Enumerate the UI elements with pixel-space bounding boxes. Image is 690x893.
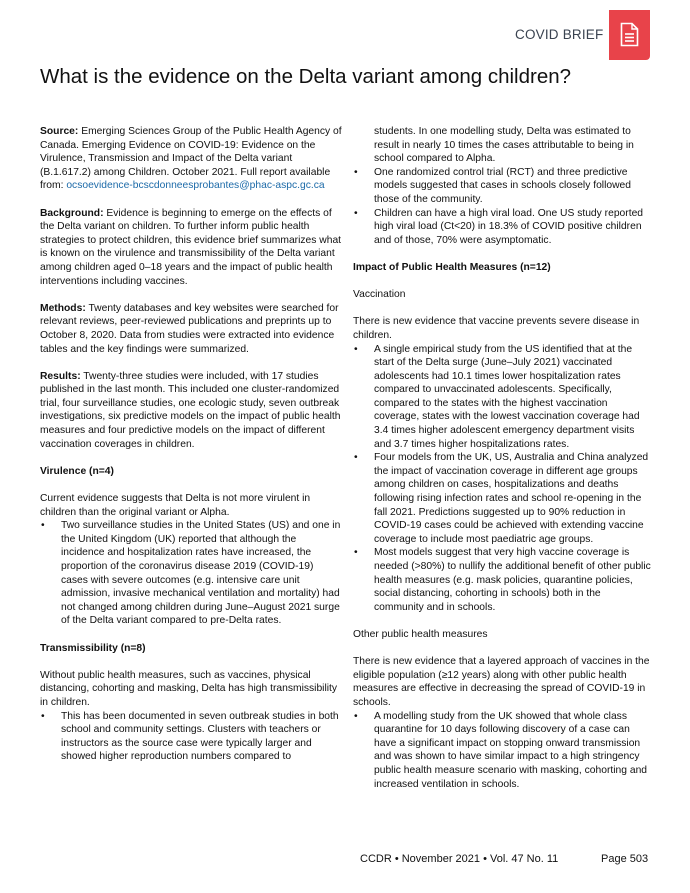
- methods-label: Methods:: [40, 302, 86, 314]
- source-text: Emerging Sciences Group of the Public Health Agency of Canada. Emerging Evidence on COVID-19: Evidence on the Virulence, Transmission and Impact of the Delta variant (B.1.617.2) among Children. October 2021. Full report available from:: [40, 126, 342, 192]
- other-measures-list: [353, 710, 653, 792]
- right-column: [353, 125, 653, 805]
- results-text: Twenty-three studies were included, with 17 studies published in the last month. This included one cluster-randomized trial, four surveillance studies, one ecologic study, seven outbreak investigations, six predictive models on the impact of public health measures and four predictive models on the impact of different vaccination coverages in children.: [40, 370, 341, 450]
- document-icon: [609, 10, 650, 60]
- footer-journal-info: CCDR • November 2021 • Vol. 47 No. 11: [360, 853, 559, 865]
- background-label: Background:: [40, 207, 104, 219]
- methods-text: Twenty databases and key websites were searched for relevant reviews, peer-reviewed publications and preprints up to October 8, 2020. Data from studies were extracted into evidence tables and the key findings were summarized.: [40, 302, 339, 355]
- transmissibility-list-continued: [353, 166, 653, 248]
- list-item: • Four models from the UK, US, Australia and China analyzed the impact of vaccination coverage in different age groups among children on cases, hospitalizations and deaths following rising infection rates and school re-opening in the fall 2021. Predictions suggested up to 90% reduction in COVID-19 cases could be achieved with extending vaccine coverage to include most paediatric age groups.: [353, 451, 653, 546]
- list-item: • Children can have a high viral load. One US study reported high viral load (Ct<20) in 18.3% of COVID positive children and of those, 70% were asymptomatic.: [353, 207, 653, 248]
- source-paragraph: [40, 125, 342, 193]
- results-paragraph: [40, 370, 342, 452]
- brief-label: COVID BRIEF: [515, 27, 604, 42]
- list-item: • Most models suggest that very high vaccine coverage is needed (>80%) to nullify the additional benefit of other public health measures (e.g. mask policies, quarantine policies, social distancing, cohorting in schools) both in the community and in schools.: [353, 546, 653, 614]
- page-title: What is the evidence on the Delta variant among children?: [40, 65, 572, 88]
- left-column: [40, 125, 342, 778]
- list-item: • A single empirical study from the US identified that at the start of the Delta surge (June–July 2021) vaccinated adolescents had 10.1 times lower hospitalization rates compared to unvaccinated adolescents. Specifically, compared to the states with the highest vaccination coverage, states with the lowest vaccination coverage had 3.4 times higher adolescent emergency department visits and 3.7 times higher hospitalizations rates.: [353, 343, 653, 452]
- background-paragraph: [40, 207, 342, 289]
- list-item: • A modelling study from the UK showed that whole class quarantine for 10 days following discovery of a case can have a significant impact on stopping onward transmission and was shown to have similar impact to a high stringency public health measure scenario with masking, cohorting and increased ventilation in schools.: [353, 710, 653, 792]
- transmissibility-bullet-continued: students. In one modelling study, Delta was estimated to result in nearly 10 times the cases attributable to being in school compared to Alpha.: [374, 126, 634, 165]
- results-label: Results:: [40, 370, 81, 382]
- other-measures-intro: There is new evidence that a layered approach of vaccines in the eligible population (≥12 years) along with other public health measures are effective in decreasing the spread of COVID-19 in schools.: [353, 656, 650, 708]
- list-item: • One randomized control trial (RCT) and three predictive models suggested that cases in schools closely followed those of the community.: [353, 166, 653, 207]
- vaccination-intro: There is new evidence that vaccine prevents severe disease in children.: [353, 316, 640, 341]
- methods-paragraph: [40, 302, 342, 356]
- vaccination-subheading: Vaccination: [353, 289, 406, 301]
- impact-heading: Impact of Public Health Measures (n=12): [353, 261, 551, 273]
- list-item: • Two surveillance studies in the United States (US) and one in the United Kingdom (UK) reported that although the incidence and hospitalization rates have increased, the proportion of the coronavirus disease 2019 (COVID-19) cases with severe outcomes (e.g. intensive care unit admission, invasive mechanical ventilation and mortality) had not changed among children during June–August 2021 surge of the Delta variant compared to pre-Delta rates.: [40, 519, 342, 628]
- source-label: Source:: [40, 126, 79, 137]
- transmissibility-heading: Transmissibility (n=8): [40, 642, 146, 654]
- virulence-intro: Current evidence suggests that Delta is not more virulent in children than the original variant or Alpha.: [40, 493, 311, 518]
- vaccination-list: [353, 343, 653, 615]
- virulence-heading: Virulence (n=4): [40, 465, 114, 477]
- list-item: • This has been documented in seven outbreak studies in both school and community settings. Clusters with teachers or instructors as the source case were typically larger and showed higher reproduction numbers compared to: [40, 710, 342, 764]
- footer-page-number: Page 503: [601, 853, 649, 865]
- other-measures-subheading: Other public health measures: [353, 628, 488, 640]
- background-text: Evidence is beginning to emerge on the effects of the Delta variant on children. To further inform public health strategies to protect children, this evidence brief summarizes what is known on the virulence and transmissibility of the Delta variant among children aged 0–18 years and the impact of public health interventions including vaccines.: [40, 207, 342, 287]
- virulence-list: [40, 519, 342, 628]
- transmissibility-list: [40, 710, 342, 764]
- transmissibility-intro: Without public health measures, such as vaccines, physical distancing, cohorting and masking, Delta has high transmissibility in children.: [40, 669, 338, 708]
- source-email-link[interactable]: ocsoevidence-bcscdonneesprobantes@phac-aspc.gc.ca: [66, 180, 325, 192]
